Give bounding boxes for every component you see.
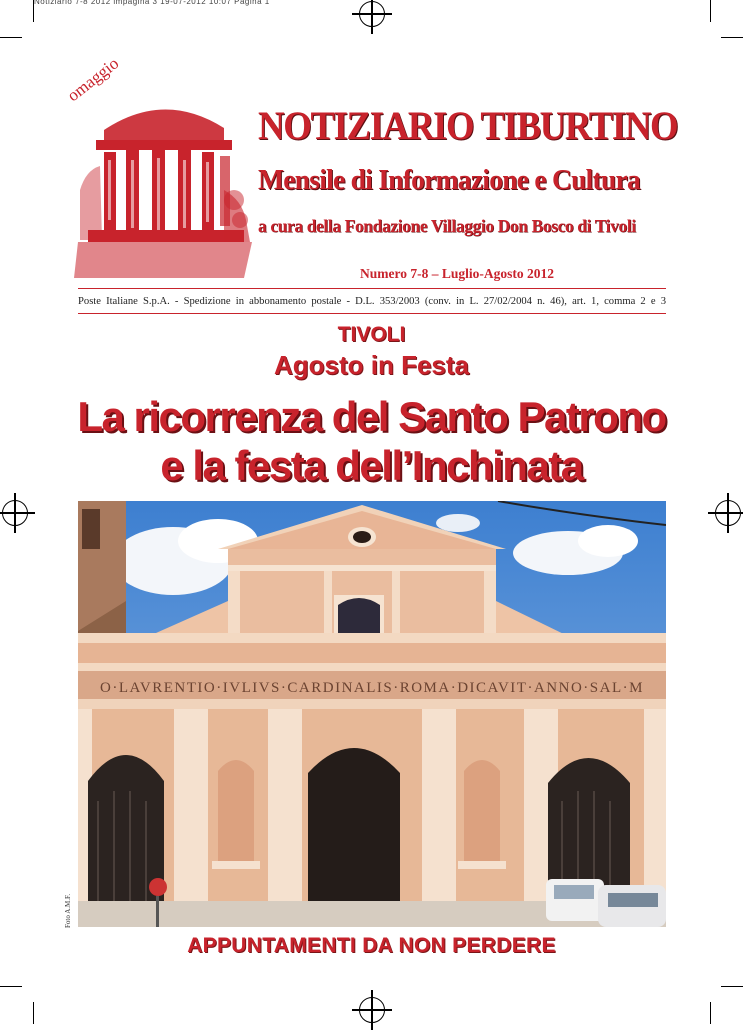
masthead-curated-by: a cura della Fondazione Villaggio Don Bosco di Tivoli: [258, 216, 636, 236]
appointments-banner: APPUNTAMENTI DA NON PERDERE: [187, 934, 556, 957]
registration-mark-right: [715, 500, 741, 526]
registration-mark-left: [2, 500, 28, 526]
crop-mark-tl-h: [0, 37, 22, 38]
postal-rule: [78, 313, 666, 314]
facade-inscription: O·LAVRENTIO·IVLIVS·CARDINALIS·ROMA·DICAVIT·ANNO·SAL·M: [100, 680, 644, 696]
registration-mark-bottom: [359, 997, 385, 1023]
photo-credit: Foto A.M.F.: [64, 893, 72, 928]
issue-number: Numero 7-8 – Luglio-Agosto 2012: [360, 266, 554, 281]
crop-mark-br: [710, 1002, 711, 1024]
crop-mark-tr: [710, 0, 711, 22]
crop-mark-bl-h: [0, 986, 22, 987]
print-slug: Notiziario 7-8 2012 impagina 3 19-07-2012 10:07 Pagina 1: [34, 0, 270, 6]
postal-notice: Poste Italiane S.p.A. - Spedizione in abbonamento postale - D.L. 353/2003 (conv. in L. 27/02/2004 n. 46), art. 1, comma 2 e 3: [78, 296, 666, 307]
crop-mark-br-h: [721, 986, 743, 987]
masthead-subtitle: Mensile di Informazione e Cultura: [258, 164, 641, 196]
kicker-event: Agosto in Festa: [273, 350, 469, 380]
masthead-rule: [78, 288, 666, 289]
omaggio-label: omaggio: [63, 53, 123, 106]
crop-mark-tl: [33, 0, 34, 22]
cathedral-facade-illustration: [78, 501, 666, 927]
masthead-title: NOTIZIARIO TIBURTINO: [258, 103, 678, 148]
cathedral-photo: [78, 501, 666, 927]
headline: [0, 392, 743, 490]
headline-line-1: La ricorrenza del Santo Patrono: [77, 393, 666, 440]
kicker-city: TIVOLI: [337, 323, 406, 346]
crop-mark-tr-h: [721, 37, 743, 38]
temple-logo: [74, 70, 252, 278]
crop-mark-bl: [33, 1002, 34, 1024]
headline-line-2: e la festa dell’Inchinata: [160, 442, 583, 489]
registration-mark-top: [359, 1, 385, 27]
